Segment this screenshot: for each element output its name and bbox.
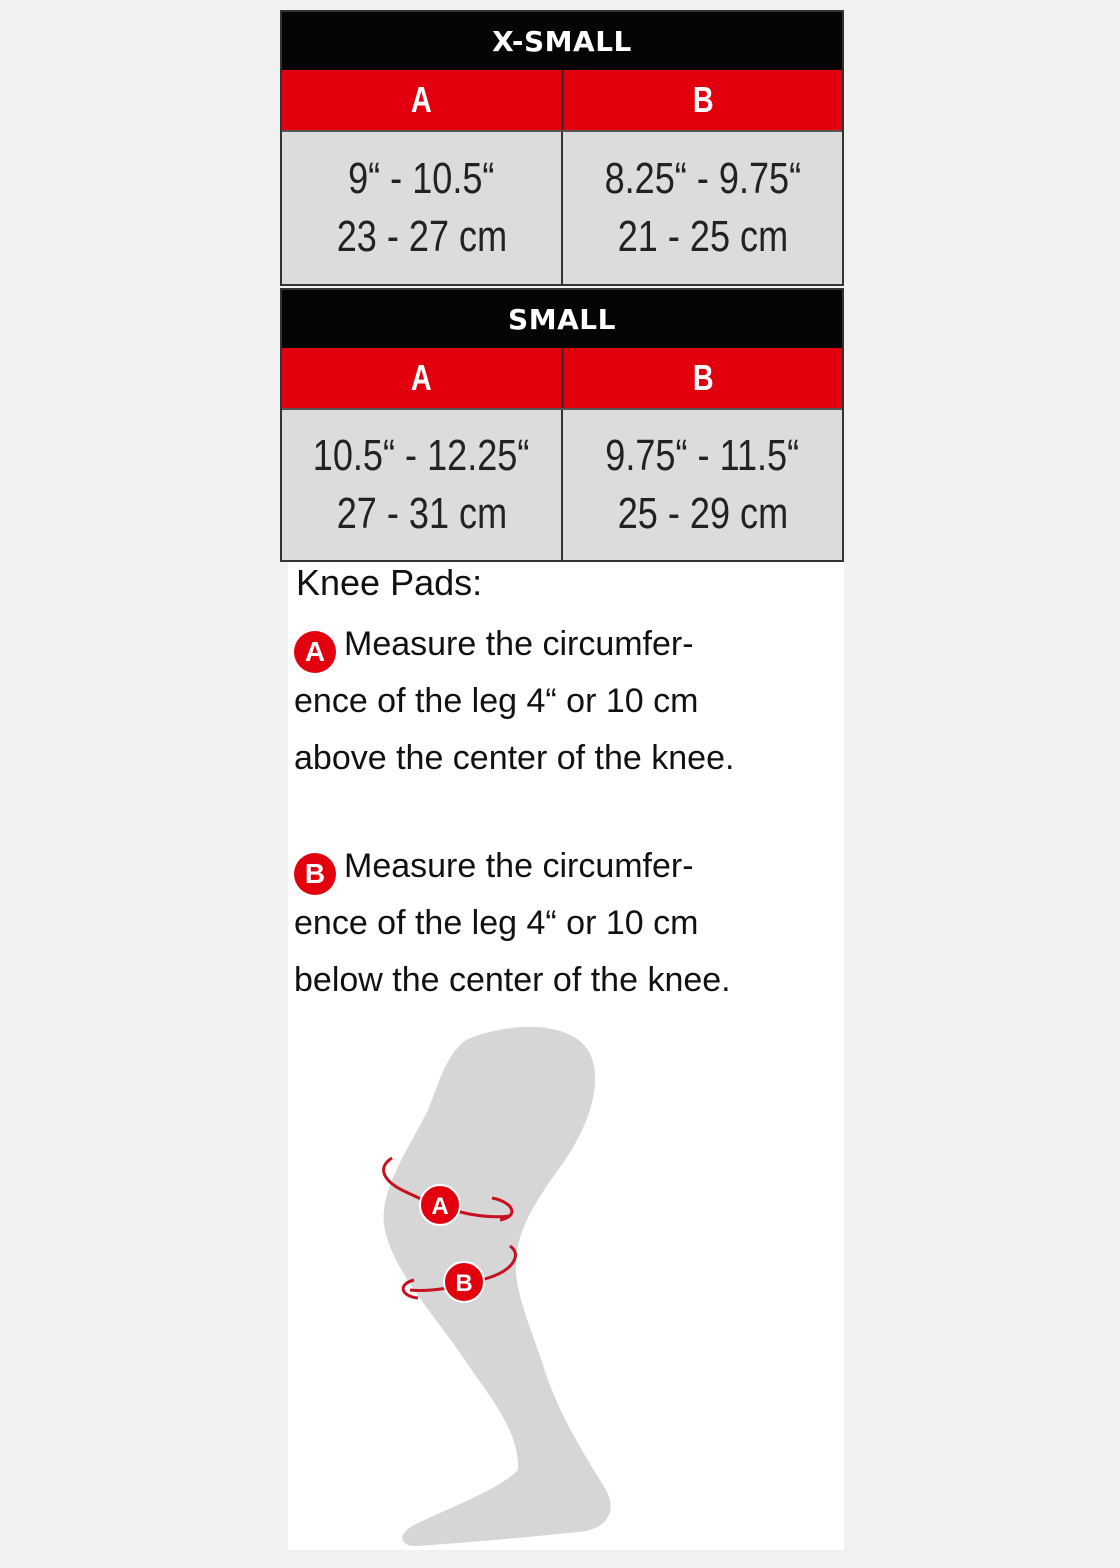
- badge-b-icon: B: [294, 853, 336, 895]
- column-b-value: [561, 132, 842, 284]
- instruction-b: [294, 838, 814, 1009]
- a-cm: 23 - 27 cm: [336, 212, 507, 261]
- instruction-a-line-1: Measure the circumfer-: [344, 625, 694, 663]
- marker-b-label: B: [455, 1270, 473, 1297]
- a-cm: 27 - 31 cm: [336, 489, 507, 538]
- a-inches: 10.5“ - 12.25“: [313, 431, 530, 480]
- instruction-b-line-2: ence of the leg 4“ or 10 cm: [294, 904, 699, 942]
- column-a-value: [282, 410, 561, 560]
- size-table-x-small: [280, 10, 844, 286]
- leg-measurement-diagram: [288, 1020, 844, 1550]
- column-header-row: [282, 70, 842, 130]
- column-b-header: B: [591, 70, 814, 130]
- column-a-header: A: [310, 70, 533, 130]
- badge-a-icon: A: [294, 631, 336, 673]
- size-table-small: [280, 288, 844, 562]
- knee-pads-title: Knee Pads:: [296, 562, 483, 603]
- leg-silhouette: [384, 1027, 611, 1546]
- value-row: [282, 408, 842, 560]
- b-inches: 9.75“ - 11.5“: [605, 431, 800, 480]
- column-header-row: [282, 348, 842, 408]
- column-a-header: A: [310, 348, 533, 408]
- a-inches: 9“ - 10.5“: [348, 154, 495, 203]
- column-b-value: [561, 410, 842, 560]
- b-inches: 8.25“ - 9.75“: [604, 154, 801, 203]
- column-b-header: B: [591, 348, 814, 408]
- column-a-value: [282, 132, 561, 284]
- size-title: SMALL: [282, 290, 842, 348]
- b-cm: 21 - 25 cm: [617, 212, 788, 261]
- marker-a-label: A: [431, 1193, 449, 1220]
- instruction-b-line-1: Measure the circumfer-: [344, 847, 694, 885]
- value-row: [282, 130, 842, 284]
- instruction-a: [294, 616, 814, 787]
- instruction-b-line-3: below the center of the knee.: [294, 961, 731, 999]
- b-cm: 25 - 29 cm: [617, 489, 788, 538]
- instruction-a-line-3: above the center of the knee.: [294, 739, 735, 777]
- size-title: X-SMALL: [282, 12, 842, 70]
- instruction-a-line-2: ence of the leg 4“ or 10 cm: [294, 682, 699, 720]
